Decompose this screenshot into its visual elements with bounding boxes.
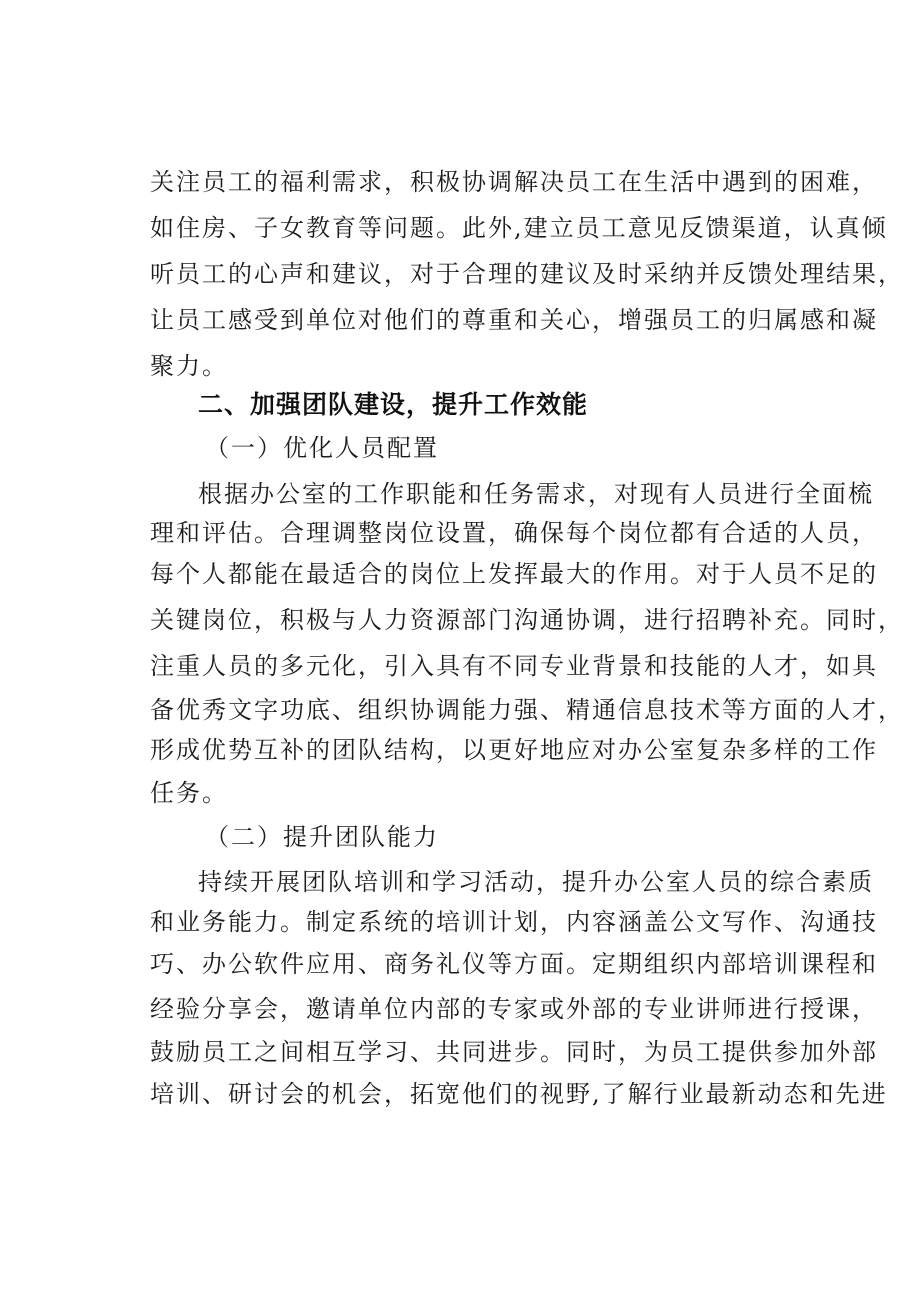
paragraph-line: 每个人都能在最适合的岗位上发挥最大的作用。对于人员不足的 bbox=[150, 560, 878, 588]
paragraph-line: 关键岗位，积极与人力资源部门沟通协调，进行招聘补充。同时， bbox=[150, 606, 904, 634]
subsection-heading: （一）优化人员配置 bbox=[205, 434, 439, 462]
paragraph-line: 巧、办公软件应用、商务礼仪等方面。定期组织内部培训课程和 bbox=[150, 950, 878, 978]
paragraph-line: 任务。 bbox=[150, 779, 228, 807]
paragraph-line: 经验分享会，邀请单位内部的专家或外部的专业讲师进行授课， bbox=[150, 995, 878, 1023]
paragraph-line: 听员工的心声和建议，对于合理的建议及时采纳并反馈处理结果， bbox=[150, 260, 904, 288]
paragraph-line: 关注员工的福利需求，积极协调解决员工在生活中遇到的困难， bbox=[150, 168, 878, 196]
subsection-heading: （二）提升团队能力 bbox=[205, 823, 439, 851]
paragraph-line: 培训、研讨会的机会，拓宽他们的视野,了解行业最新动态和先进 bbox=[150, 1080, 888, 1108]
paragraph-line: 鼓励员工之间相互学习、共同进步。同时，为员工提供参加外部 bbox=[150, 1038, 878, 1066]
section-heading: 二、加强团队建设，提升工作效能 bbox=[198, 390, 589, 419]
paragraph-line: 聚力。 bbox=[150, 352, 228, 380]
paragraph-line: 注重人员的多元化，引入具有不同专业背景和技能的人才，如具 bbox=[150, 652, 878, 680]
paragraph-line: 形成优势互补的团队结构，以更好地应对办公室复杂多样的工作 bbox=[150, 736, 878, 764]
paragraph-line: 理和评估。合理调整岗位设置，确保每个岗位都有合适的人员， bbox=[150, 519, 878, 547]
paragraph-line: 持续开展团队培训和学习活动，提升办公室人员的综合素质 bbox=[198, 868, 874, 896]
paragraph-line: 让员工感受到单位对他们的尊重和关心，增强员工的归属感和凝 bbox=[150, 306, 878, 334]
paragraph-line: 如住房、子女教育等问题。此外,建立员工意见反馈渠道，认真倾 bbox=[150, 214, 888, 242]
paragraph-line: 备优秀文字功底、组织协调能力强、精通信息技术等方面的人才， bbox=[150, 696, 904, 724]
paragraph-line: 和业务能力。制定系统的培训计划，内容涵盖公文写作、沟通技 bbox=[150, 908, 878, 936]
paragraph-line: 根据办公室的工作职能和任务需求，对现有人员进行全面梳 bbox=[198, 480, 874, 508]
